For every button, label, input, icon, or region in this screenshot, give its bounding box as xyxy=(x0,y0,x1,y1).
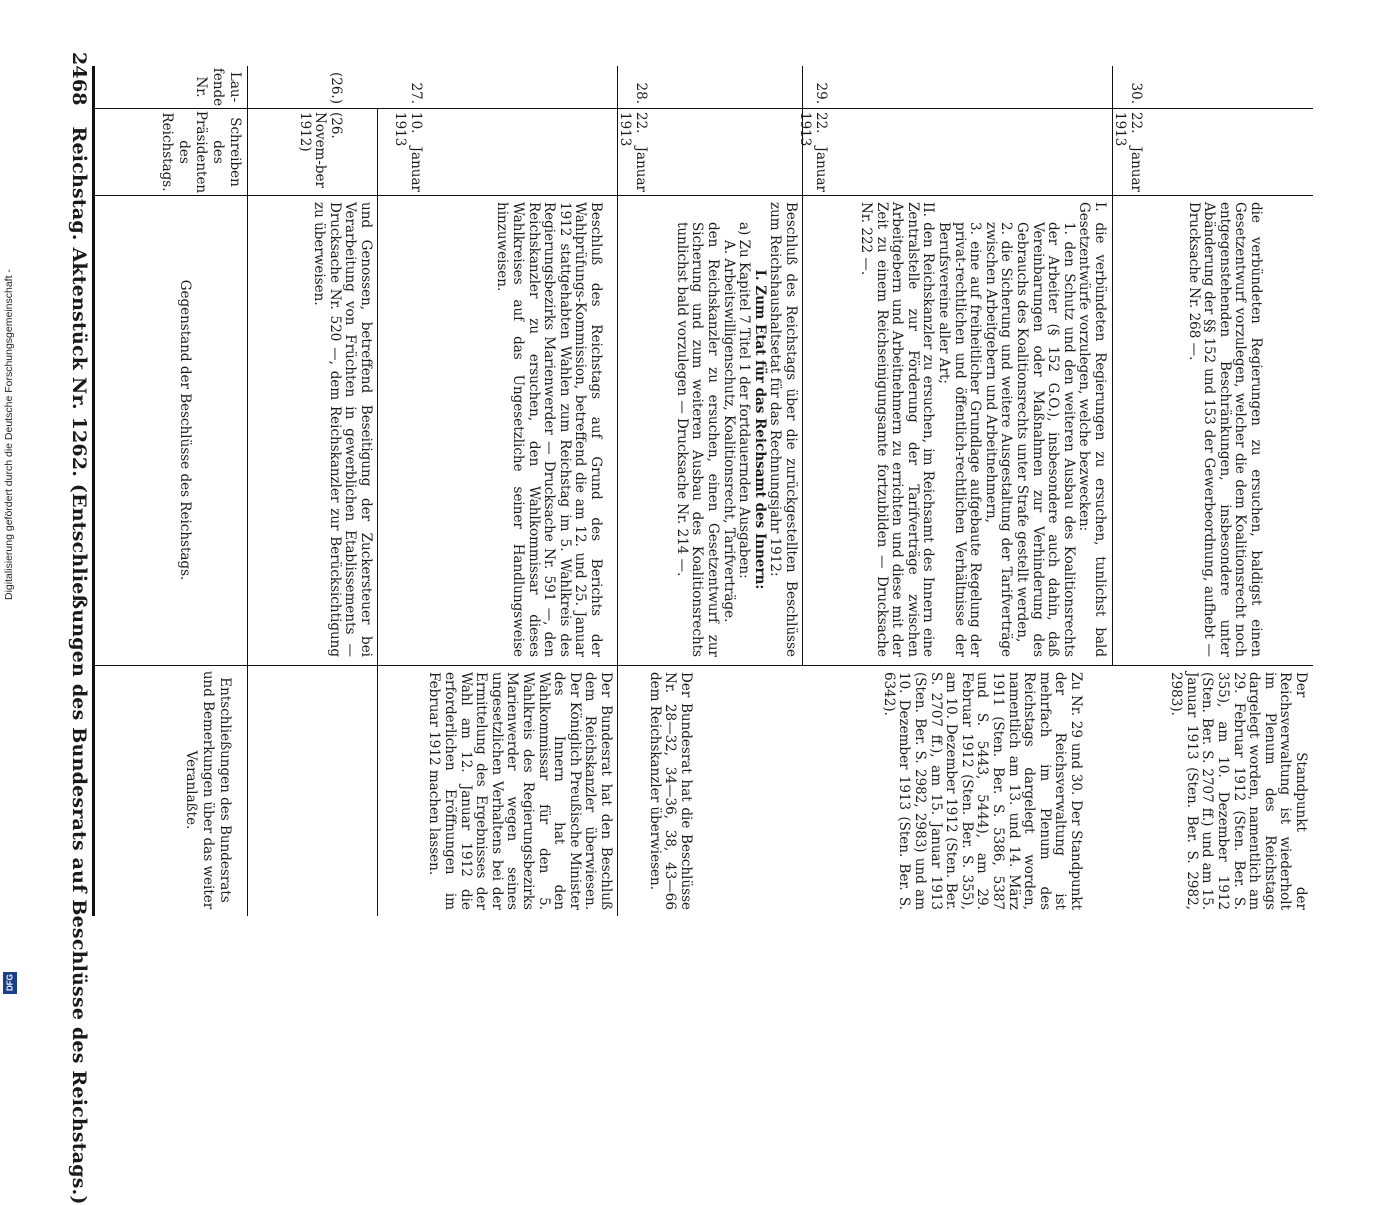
header-entschliessungen: Entschließungen des Bundesrats und Bemerkungen über das weiter Veranlaßte. xyxy=(183,670,233,910)
row-28-heading-2: a) Zu Kapitel 7 Titel 1 der fortdauernden Ausgaben: xyxy=(736,222,753,579)
row-27-subject: Beschluß des Reichstags auf Grund des Berichts der Wahlprüfungs-Kommission, betreffend die am 12. und 25. Januar 1912 stattgehabten Wahlen zum Reichstag im 5. Wahlkreis des Regierungsbezirks Marienwerder — Drucksache Nr. 591 —, den Reichskanzler zu ersuchen, den Wahlkommissar dieses Wahlkreises auf das Ungesetzliche seiner Handlungsweise hinzuweisen. xyxy=(494,202,604,657)
row-26-date: (26. Novem-ber 1912) xyxy=(296,112,344,189)
row-29-intro: I. die verbündeten Regierungen zu ersuchen, tunlichst bald Gesetzentwürfe vorzulegen, welche bezwecken: xyxy=(1076,202,1108,657)
row-28-intro: Beschluß des Reichstags über die zurückgestellten Beschlüsse zum Reichshaushaltsetat für das Rechnungsjahr 1912: xyxy=(767,202,799,657)
header-rule xyxy=(247,66,248,916)
row-28-heading-1: I. Zum Etat für das Reichsamt des Innern: xyxy=(751,269,768,590)
row-rule-27 xyxy=(617,66,618,916)
row-27-date: 10. Januar 1913 xyxy=(392,112,424,192)
page-number: 2468 xyxy=(68,52,90,106)
row-29-decision: Zu Nr. 29 und 30. Der Standpunkt der Reichsverwaltung ist mehrfach im Plenum des Reichstags dargelegt worden, namentlich am 13. und 14. März 1911 (Sten. Ber. S. 5386, 5387 und S. 5443, 5444), am 29. Februar 1912 (Sten. Ber. S. 355), am 10. Dezember 1912 (Sten. Ber. S. 2707 ff.), am 15. Januar 1913 (Sten. Ber. S. 2982, 2983) und am 10. Dezember 1913 (Sten. Ber. S. 6342). xyxy=(880,672,1084,910)
row-29-subject-block xyxy=(858,202,1108,657)
row-28-nr: 28. xyxy=(633,82,649,104)
row-28-heading-3: A. Arbeitswilligenschutz, Koalitionsrecht, Tarifverträge. xyxy=(720,240,737,623)
row-29-nr: 29. xyxy=(813,82,829,104)
dfg-logo-icon: DFG xyxy=(3,972,17,994)
row-30-decision: Der Standpunkt der Reichsverwaltung ist wiederholt im Plenum des Reichstags dargelegt worden, namentlich am 29. Februar 1912 (Sten. Ber. S. 355), am 10. Dezember 1912 (Sten. Ber. S. 2707 ff.) und am 15. Januar 1913 (Sten. Ber. S. 2982, 2983). xyxy=(1168,672,1309,910)
row-29-date: 22. Januar 1913 xyxy=(797,112,829,192)
row-29-item-3: 3. eine auf freiheitlicher Grundlage aufgebaute Regelung der privat-rechtlichen und öffentlich-rechtlichen Verhältnisse der Berufsvereine aller Art; xyxy=(936,222,984,657)
header-schreiben: Schreiben des Präsidenten des Reichstags. xyxy=(159,110,243,194)
row-30-subject: die verbündeten Regierungen zu ersuchen, baldigst einen Gesetzentwurf vorzulegen, welcher die dem Koalitionsrecht noch entgegenstehenden Beschränkungen, insbesondere unter Abänderung der §§ 152 und 153 der Gewerbeordnung, aufhebt — Drucksache Nr. 268 —. xyxy=(1185,202,1264,657)
row-27-nr: 27. xyxy=(408,82,424,104)
row-29-item-2: 2. die Sicherung und weitere Ausgestaltung der Tarifverträge zwischen Arbeitgebern und Arbeitnehmern, xyxy=(982,222,1015,657)
row-rule-26 xyxy=(377,108,378,916)
page-title: Reichstag. Aktenstück Nr. 1262. (Entschließungen des Bundesrats auf Beschlüsse des Reichstags.) xyxy=(68,126,90,1205)
row-29-item-1: 1. den Schutz und den weiteren Ausbau des Koalitionsrechts der Arbeiter (§ 152 G.O.), insbesondere auch dahin, daß Vereinbarungen oder Maßnahmen zur Verhinderung des Gebrauchs des Koalitionsrechts unter Strafe gestellt werden, xyxy=(1014,222,1077,657)
table-top-rule xyxy=(92,66,95,916)
row-30-date: 22. Januar 1913 xyxy=(1112,112,1144,192)
col-rule-3 xyxy=(95,665,1313,666)
header-gegenstand: Gegenstand der Beschlüsse des Reichstags. xyxy=(177,279,193,581)
row-28-decision: Der Bundesrat hat die Beschlüsse Nr. 28—32, 34—36, 38, 43—66 dem Reichskanzler überwiesen. xyxy=(646,672,694,910)
col-rule-1 xyxy=(95,108,1313,109)
row-30-nr: 30. xyxy=(1128,82,1144,104)
page-header xyxy=(68,52,90,1205)
digitization-credit: Digitalisierung gefördert durch die Deutsche Forschungsgemeinschaft - xyxy=(3,269,15,600)
row-28-subject: den Reichskanzler zu ersuchen, einen Gesetzentwurf zur Sicherung und zum weiteren Ausbau des Koalitionsrechts tunlichst bald vorzulegen — Drucksache Nr. 214 —. xyxy=(673,222,722,657)
row-27-decision: Der Bundesrat hat den Beschluß dem Reichskanzler überwiesen. Der Königlich Preußische Minister des Innern hat den Wahlkommissar für den 5. Wahlkreis des Regierungsbezirks Marienwerder wegen seines ungesetzlichen Verhaltens bei der Ermittelung des Ergebnisses der Wahl am 12. Januar 1912 die erforderlichen Eröffnungen im Februar 1912 machen lassen. xyxy=(426,672,614,910)
row-28-subject-block xyxy=(673,202,798,657)
row-28-date: 22. Januar 1913 xyxy=(617,112,649,192)
row-29-outro: II. den Reichskanzler zu ersuchen, im Reichsamt des Innern eine Zentralstelle zur Förderung der Tarifverträge zwischen Arbeitgebern und Arbeitnehmern zu errichten und diese mit der Zeit zu einem Reichseinigungsamte fortzubilden — Drucksache Nr. 222 —. xyxy=(858,202,937,657)
row-26-nr: (26.) xyxy=(328,71,344,104)
row-26-subject: und Genossen, betreffend Beseitigung der Zuckersteuer bei Verarbeitung von Früchten in gewerblichen Etablissements — Drucksache Nr. 520 —, dem Reichskanzler zur Berücksichtigung zu überweisen. xyxy=(311,202,374,657)
header-laufende-nr: Lau-fende Nr. xyxy=(193,67,243,107)
col-rule-2 xyxy=(95,195,1313,196)
